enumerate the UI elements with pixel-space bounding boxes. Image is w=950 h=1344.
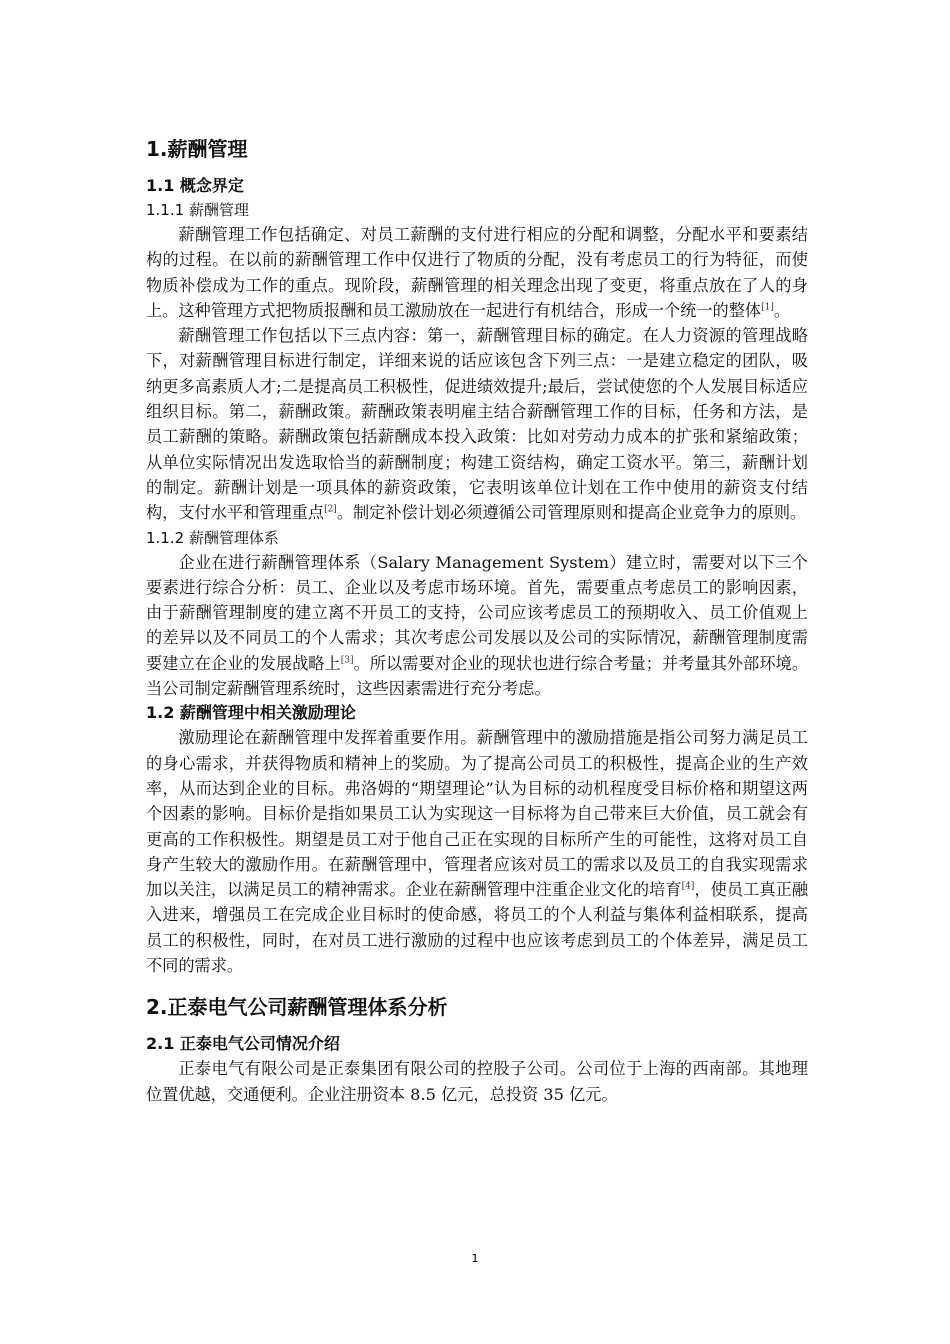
paragraph-3 <box>146 550 808 702</box>
paragraph-1 <box>146 222 808 323</box>
paragraph-5: 正泰电气有限公司是正泰集团有限公司的控股子公司。公司位于上海的西南部。其地理位置优越，交通便利。企业注册资本 8.5 亿元，总投资 35 亿元。 <box>146 1059 808 1104</box>
subsection-heading-1-1: 1.1 概念界定 <box>146 176 244 195</box>
subsubsection-heading-1-1-2: 1.1.2 薪酬管理体系 <box>146 528 279 547</box>
document-page <box>146 134 808 1107</box>
page-number: 1 <box>471 1252 479 1265</box>
paragraph-3-end: 。所以需要对企业的现状也进行综合考量；并考量其外部环境。当公司制定薪酬管理系统时，这些因素需进行充分考虑。 <box>146 653 809 699</box>
paragraph-1-text: 薪酬管理工作包括确定、对员工薪酬的支付进行相应的分配和调整，分配水平和要素结构的过程。在以前的薪酬管理工作中仅进行了物质的分配，没有考虑员工的行为特征，而使物质补偿成为工作的重点。现阶段，薪酬管理的相关理念出现了变更，将重点放在了人的身上。这种管理方式把物质报酬和员工激励放在一起进行有机结合，形成一个统一的整体 <box>146 225 808 320</box>
paragraph-1-end: 。 <box>773 300 791 320</box>
paragraph-4 <box>146 725 808 978</box>
citation-3: [3] <box>340 655 354 666</box>
section-heading-2: 2.正泰电气公司薪酬管理体系分析 <box>146 995 448 1020</box>
citation-2: [2] <box>324 504 337 515</box>
paragraph-2 <box>146 323 808 525</box>
paragraph-4-end: ，使员工真正融入进来，增强员工在完成企业目标时的使命感，将员工的个人利益与集体利益相联系，提高员工的积极性，同时，在对员工进行激励的过程中也应该考虑到员工的个体差异，满足员工不同的需求。 <box>146 880 809 976</box>
subsection-heading-1-2: 1.2 薪酬管理中相关激励理论 <box>146 703 356 723</box>
paragraph-2-end: 。制定补偿计划必须遵循公司管理原则和提高企业竞争力的原则。 <box>336 503 807 523</box>
subsubsection-heading-1-1-1: 1.1.1 薪酬管理 <box>146 201 249 219</box>
paragraph-2-text: 薪酬管理工作包括以下三点内容：第一，薪酬管理目标的确定。在人力资源的管理战略下，对薪酬管理目标进行制定，详细来说的话应该包含下列三点：一是建立稳定的团队，吸纳更多高素质人才;二是提高员工积极性，促进绩效提升;最后，尝试使您的个人发展目标适应组织目标。第二，薪酬政策。薪酬政策表明雇主结合薪酬管理工作的目标，任务和方法，是员工薪酬的策略。薪酬政策包括薪酬成本投入政策：比如对劳动力成本的扩张和紧缩政策；从单位实际情况出发选取恰当的薪酬制度；构建工资结构，确定工资水平。第三，薪酬计划的制定。薪酬计划是一项具体的薪资政策，它表明该单位计划在工作中使用的薪资支付结构，支付水平和管理重点 <box>146 326 808 523</box>
citation-1: [1] <box>761 302 774 313</box>
section-heading-1: 1.薪酬管理 <box>146 137 248 161</box>
citation-4: [4] <box>681 881 695 892</box>
subsection-heading-2-1: 2.1 正泰电气公司情况介绍 <box>146 1034 340 1054</box>
paragraph-3-text: 企业在进行薪酬管理体系（Salary Management System）建立时，需要对以下三个要素进行综合分析：员工、企业以及考虑市场环境。首先，需要重点考虑员工的影响因素，由于薪酬管理制度的建立离不开员工的支持，公司应该考虑员工的预期收入、员工价值观上的差异以及不同员工的个人需求；其次考虑公司发展以及公司的实际情况，薪酬管理制度需要建立在企业的发展战略上 <box>146 552 808 673</box>
paragraph-4-text: 激励理论在薪酬管理中发挥着重要作用。薪酬管理中的激励措施是指公司努力满足员工的身心需求，并获得物质和精神上的奖励。为了提高公司员工的积极性，提高企业的生产效率，从而达到企业的目标。弗洛姆的“期望理论”认为目标的动机程度受目标价格和期望这两个因素的影响。目标价是指如果员工认为实现这一目标将为自己带来巨大价值，员工就会有更高的工作积极性。期望是员工对于他自己正在实现的目标所产生的可能性，这将对员工自身产生较大的激励作用。在薪酬管理中，管理者应该对员工的需求以及员工的自我实现需求加以关注，以满足员工的精神需求。企业在薪酬管理中注重企业文化的培育 <box>146 728 808 900</box>
